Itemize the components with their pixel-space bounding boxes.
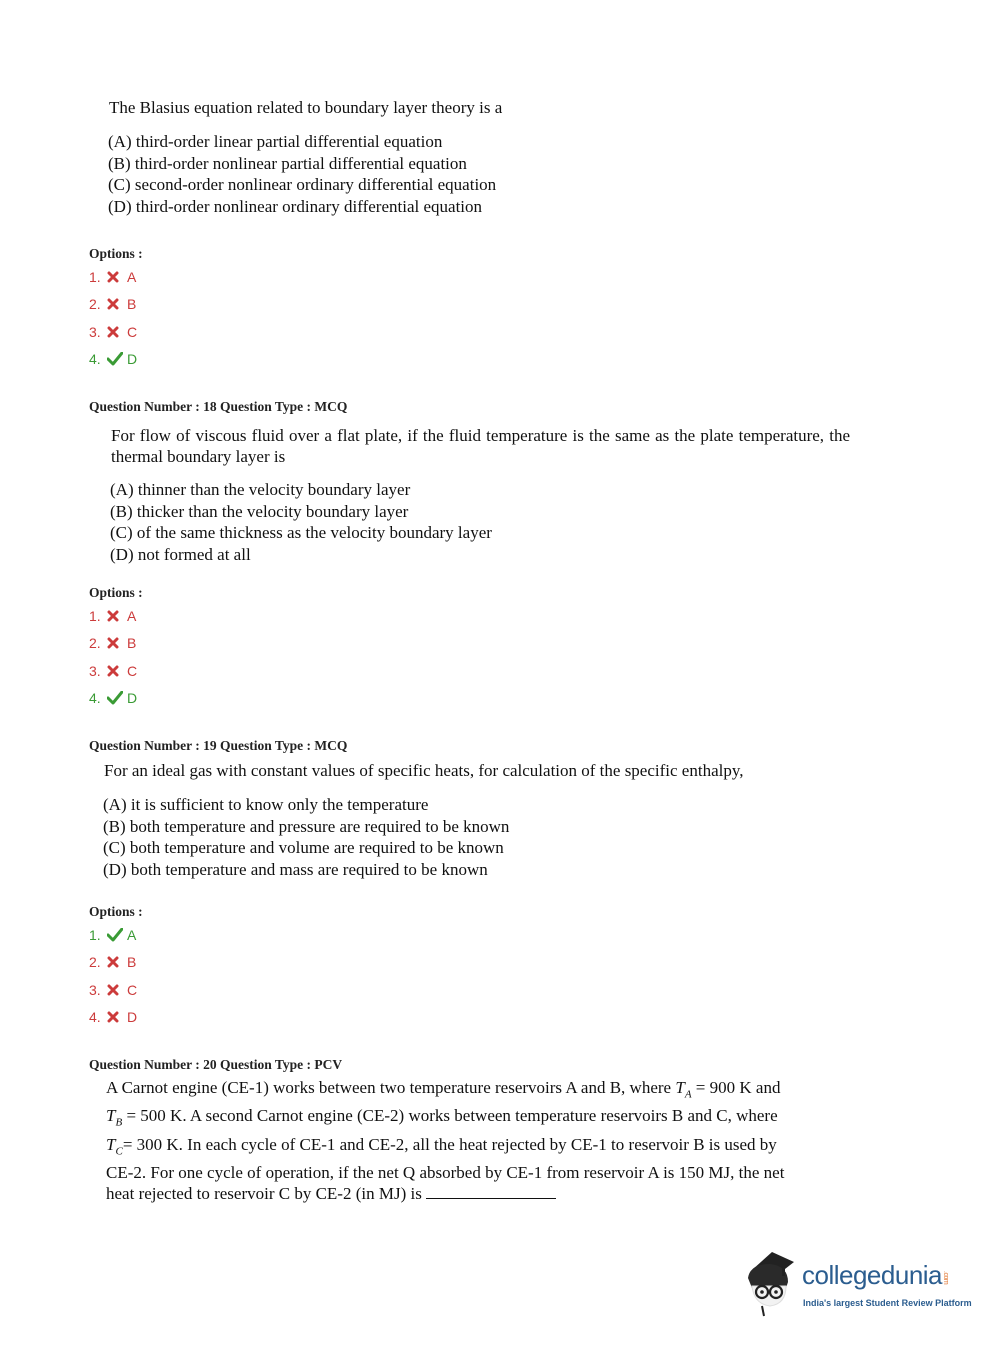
option-label: D bbox=[127, 1008, 138, 1025]
option-number: 1. bbox=[89, 608, 101, 624]
option-label: D bbox=[127, 350, 138, 367]
q18-option-d bbox=[89, 689, 137, 707]
q18-option-c bbox=[89, 662, 137, 680]
q20-line1a: A Carnot engine (CE-1) works between two temperature reservoirs A and B, where bbox=[106, 1078, 676, 1097]
tc-symbol: T bbox=[106, 1134, 116, 1154]
cross-icon bbox=[107, 298, 127, 310]
option-number: 3. bbox=[89, 662, 101, 679]
answer-blank bbox=[426, 1184, 556, 1199]
q19-options-label: Options : bbox=[89, 904, 143, 919]
q19-choices bbox=[103, 794, 509, 880]
q19-choice-b: (B) both temperature and pressure are required to be known bbox=[103, 816, 510, 836]
q17-choice-d: (D) third-order nonlinear ordinary differential equation bbox=[108, 196, 483, 216]
q18-option-b bbox=[89, 634, 136, 652]
logo-tagline: India's largest Student Review Platform bbox=[803, 1298, 972, 1308]
q20-line5: heat rejected to reservoir C by CE-2 (in MJ) is bbox=[106, 1184, 427, 1204]
q19-choice-d: (D) both temperature and mass are required to be known bbox=[103, 859, 488, 879]
q20-line2: = 500 K. A second Carnot engine (CE-2) works between temperature reservoirs B and C, where bbox=[122, 1106, 778, 1126]
q20-line4: CE-2. For one cycle of operation, if the net Q absorbed by CE-1 from reservoir A is 150 MJ, the net bbox=[106, 1163, 785, 1183]
check-icon bbox=[107, 352, 127, 366]
q18-choice-b: (B) thicker than the velocity boundary layer bbox=[110, 501, 409, 521]
cross-icon bbox=[107, 271, 127, 283]
cross-icon bbox=[107, 326, 127, 338]
check-icon bbox=[107, 691, 127, 705]
cross-icon bbox=[107, 1011, 127, 1023]
q19-text: For an ideal gas with constant values of specific heats, for calculation of the specific enthalpy, bbox=[104, 761, 744, 780]
tb-symbol: T bbox=[106, 1106, 116, 1126]
q18-choices bbox=[110, 479, 492, 565]
q18-option-a bbox=[89, 607, 136, 625]
q20-text bbox=[106, 1077, 848, 1204]
q17-options-label: Options : bbox=[89, 246, 143, 261]
q19-option-b bbox=[89, 953, 136, 971]
cross-icon bbox=[107, 665, 127, 677]
q18-text: For flow of viscous fluid over a flat plate, if the fluid temperature is the same as the plate temperature, the thermal boundary layer is bbox=[111, 426, 850, 466]
logo-suffix: .com bbox=[942, 1270, 950, 1284]
cross-icon bbox=[107, 956, 127, 968]
option-label: A bbox=[127, 927, 137, 943]
q17-text: The Blasius equation related to boundary layer theory is a bbox=[109, 98, 503, 117]
cross-icon bbox=[107, 637, 127, 649]
q19-option-a bbox=[89, 926, 136, 944]
q19-option-d bbox=[89, 1008, 137, 1026]
option-label: D bbox=[127, 689, 138, 706]
q19-option-c bbox=[89, 981, 137, 999]
q19-header: Question Number : 19 Question Type : MCQ bbox=[89, 738, 348, 753]
q17-choice-c: (C) second-order nonlinear ordinary differential equation bbox=[108, 175, 497, 194]
option-label: B bbox=[127, 296, 137, 313]
collegedunia-logo bbox=[742, 1248, 972, 1320]
option-number: 4. bbox=[89, 1008, 101, 1025]
option-number: 1. bbox=[89, 927, 101, 943]
q19-choice-a: (A) it is sufficient to know only the temperature bbox=[103, 795, 429, 814]
option-label: C bbox=[127, 323, 138, 340]
q18-options-label: Options : bbox=[89, 585, 143, 600]
q19-choice-c: (C) both temperature and volume are required to be known bbox=[103, 838, 504, 857]
option-number: 2. bbox=[89, 635, 101, 652]
cross-icon bbox=[107, 610, 127, 622]
q17-option-b bbox=[89, 295, 136, 313]
option-label: B bbox=[127, 635, 137, 652]
q17-choice-a: (A) third-order linear partial differential equation bbox=[108, 132, 443, 151]
q20-header: Question Number : 20 Question Type : PCV bbox=[89, 1057, 343, 1072]
option-number: 3. bbox=[89, 323, 101, 340]
tb-subscript: B bbox=[115, 1116, 123, 1129]
option-label: A bbox=[127, 269, 137, 285]
q18-choice-c: (C) of the same thickness as the velocity boundary layer bbox=[110, 523, 492, 542]
q17-option-c bbox=[89, 323, 137, 341]
q18-choice-d: (D) not formed at all bbox=[110, 544, 251, 564]
mascot-icon bbox=[742, 1248, 800, 1320]
tc-subscript: C bbox=[115, 1145, 123, 1158]
q17-choices bbox=[108, 131, 496, 217]
q17-option-d bbox=[89, 350, 137, 368]
q17-choice-b: (B) third-order nonlinear partial differential equation bbox=[108, 153, 467, 173]
option-number: 1. bbox=[89, 269, 101, 285]
logo-name: collegedunia.com bbox=[802, 1260, 950, 1290]
q18-header: Question Number : 18 Question Type : MCQ bbox=[89, 399, 348, 414]
option-number: 4. bbox=[89, 689, 101, 706]
ta-symbol: T bbox=[675, 1078, 685, 1097]
ta-subscript: A bbox=[684, 1088, 692, 1101]
q18-choice-a: (A) thinner than the velocity boundary layer bbox=[110, 480, 411, 499]
q20-line1b: = 900 K and bbox=[691, 1078, 781, 1097]
option-label: C bbox=[127, 662, 138, 679]
q20-line3: = 300 K. In each cycle of CE-1 and CE-2, all the heat rejected by CE-1 to reservoir B is used by bbox=[122, 1134, 777, 1154]
check-icon bbox=[107, 928, 127, 942]
option-number: 4. bbox=[89, 350, 101, 367]
option-label: A bbox=[127, 608, 137, 624]
option-number: 2. bbox=[89, 296, 101, 313]
q17-option-a bbox=[89, 268, 136, 286]
cross-icon bbox=[107, 984, 127, 996]
option-number: 3. bbox=[89, 981, 101, 998]
option-label: C bbox=[127, 981, 138, 998]
option-number: 2. bbox=[89, 954, 101, 971]
option-label: B bbox=[127, 954, 137, 971]
